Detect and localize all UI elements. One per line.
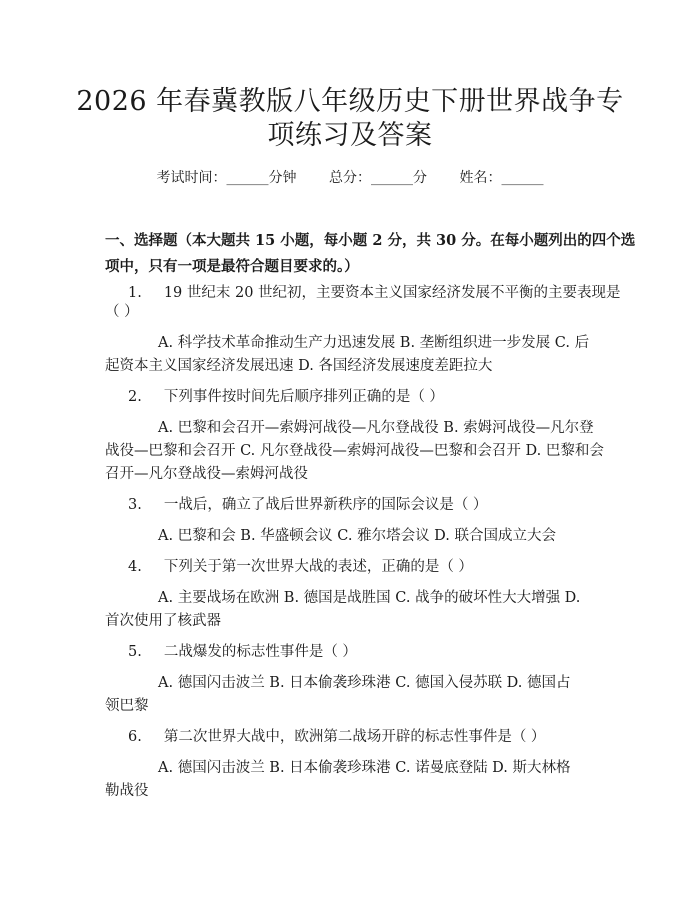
question-1-options-line2: 起资本主义国家经济发展迅速 D. 各国经济发展速度差距拉大 — [105, 358, 493, 374]
question-2-options-line1: A. 巴黎和会召开—索姆河战役—凡尔登战役 B. 索姆河战役—凡尔登 — [158, 420, 594, 436]
question-2-stem-line1: 下列事件按时间先后顺序排列正确的是（ ） — [163, 389, 444, 405]
question-2-stem — [128, 385, 444, 409]
question-2-options-line3: 召开—凡尔登战役—索姆河战役 — [105, 466, 308, 482]
question-4-number: 4. — [128, 559, 142, 575]
question-3-stem-line1: 一战后，确立了战后世界新秩序的国际会议是（ ） — [163, 497, 488, 513]
question-6-stem-line1: 第二次世界大战中，欧洲第二战场开辟的标志性事件是（ ） — [163, 729, 546, 745]
total-score-field — [329, 170, 427, 186]
question-4-stem — [128, 555, 473, 579]
document-title-line1: 2026 年春冀教版八年级历史下册世界战争专 — [76, 86, 624, 117]
question-4-options-line1: A. 主要战场在欧洲 B. 德国是战胜国 C. 战争的破坏性大大增强 D. — [158, 590, 581, 606]
question-5-options-line2: 领巴黎 — [105, 698, 149, 714]
total-score-blank: ______ — [371, 170, 413, 186]
question-2-number: 2. — [128, 389, 142, 405]
exam-time-blank: ______ — [226, 170, 269, 186]
document-title-line2: 项练习及答案 — [267, 120, 433, 151]
question-5-number: 5. — [128, 644, 142, 660]
exam-time-label: 考试时间： — [156, 170, 227, 186]
question-1-stem-line1: 19 世纪末 20 世纪初，主要资本主义国家经济发展不平衡的主要表现是 — [163, 285, 621, 301]
student-name-blank: ______ — [501, 170, 544, 186]
section-heading-line1: 一、选择题（本大题共 15 小题，每小题 2 分，共 30 分。在每小题列出的四个选 — [105, 232, 636, 249]
question-4-options-line2: 首次使用了核武器 — [105, 613, 221, 629]
question-5-stem-line1: 二战爆发的标志性事件是（ ） — [163, 644, 357, 660]
question-1-number: 1. — [128, 285, 142, 301]
question-3-number: 3. — [128, 497, 142, 513]
section-heading — [105, 228, 636, 280]
question-2-options-line2: 战役—巴黎和会召开 C. 凡尔登战役—索姆河战役—巴黎和会召开 D. 巴黎和会 — [105, 443, 604, 459]
question-1-stem — [128, 281, 621, 305]
exam-info — [0, 168, 700, 188]
student-name-label: 姓名： — [459, 170, 502, 186]
question-6-stem — [128, 725, 545, 749]
question-6-options-line1: A. 德国闪击波兰 B. 日本偷袭珍珠港 C. 诺曼底登陆 D. 斯大林格 — [158, 760, 571, 776]
question-1-stem-line2: （ ） — [105, 304, 139, 320]
section-heading-line2: 项中，只有一项是最符合题目要求的。） — [105, 258, 359, 275]
exam-time-unit: 分钟 — [268, 170, 297, 186]
exam-time-field — [157, 170, 297, 186]
total-score-unit: 分 — [413, 170, 427, 186]
question-1-options-line1: A. 科学技术革命推动生产力迅速发展 B. 垄断组织进一步发展 C. 后 — [158, 335, 590, 351]
question-6-options-line2: 勒战役 — [105, 783, 149, 799]
student-name-field — [459, 170, 543, 186]
question-3-stem — [128, 493, 487, 517]
total-score-label: 总分： — [329, 170, 371, 186]
question-5-stem — [128, 640, 357, 664]
question-4-stem-line1: 下列关于第一次世界大战的表述，正确的是（ ） — [163, 559, 473, 575]
question-3-options-line1: A. 巴黎和会 B. 华盛顿会议 C. 雅尔塔会议 D. 联合国成立大会 — [158, 528, 557, 544]
question-5-options-line1: A. 德国闪击波兰 B. 日本偷袭珍珠港 C. 德国入侵苏联 D. 德国占 — [158, 675, 571, 691]
question-6-number: 6. — [128, 729, 142, 745]
